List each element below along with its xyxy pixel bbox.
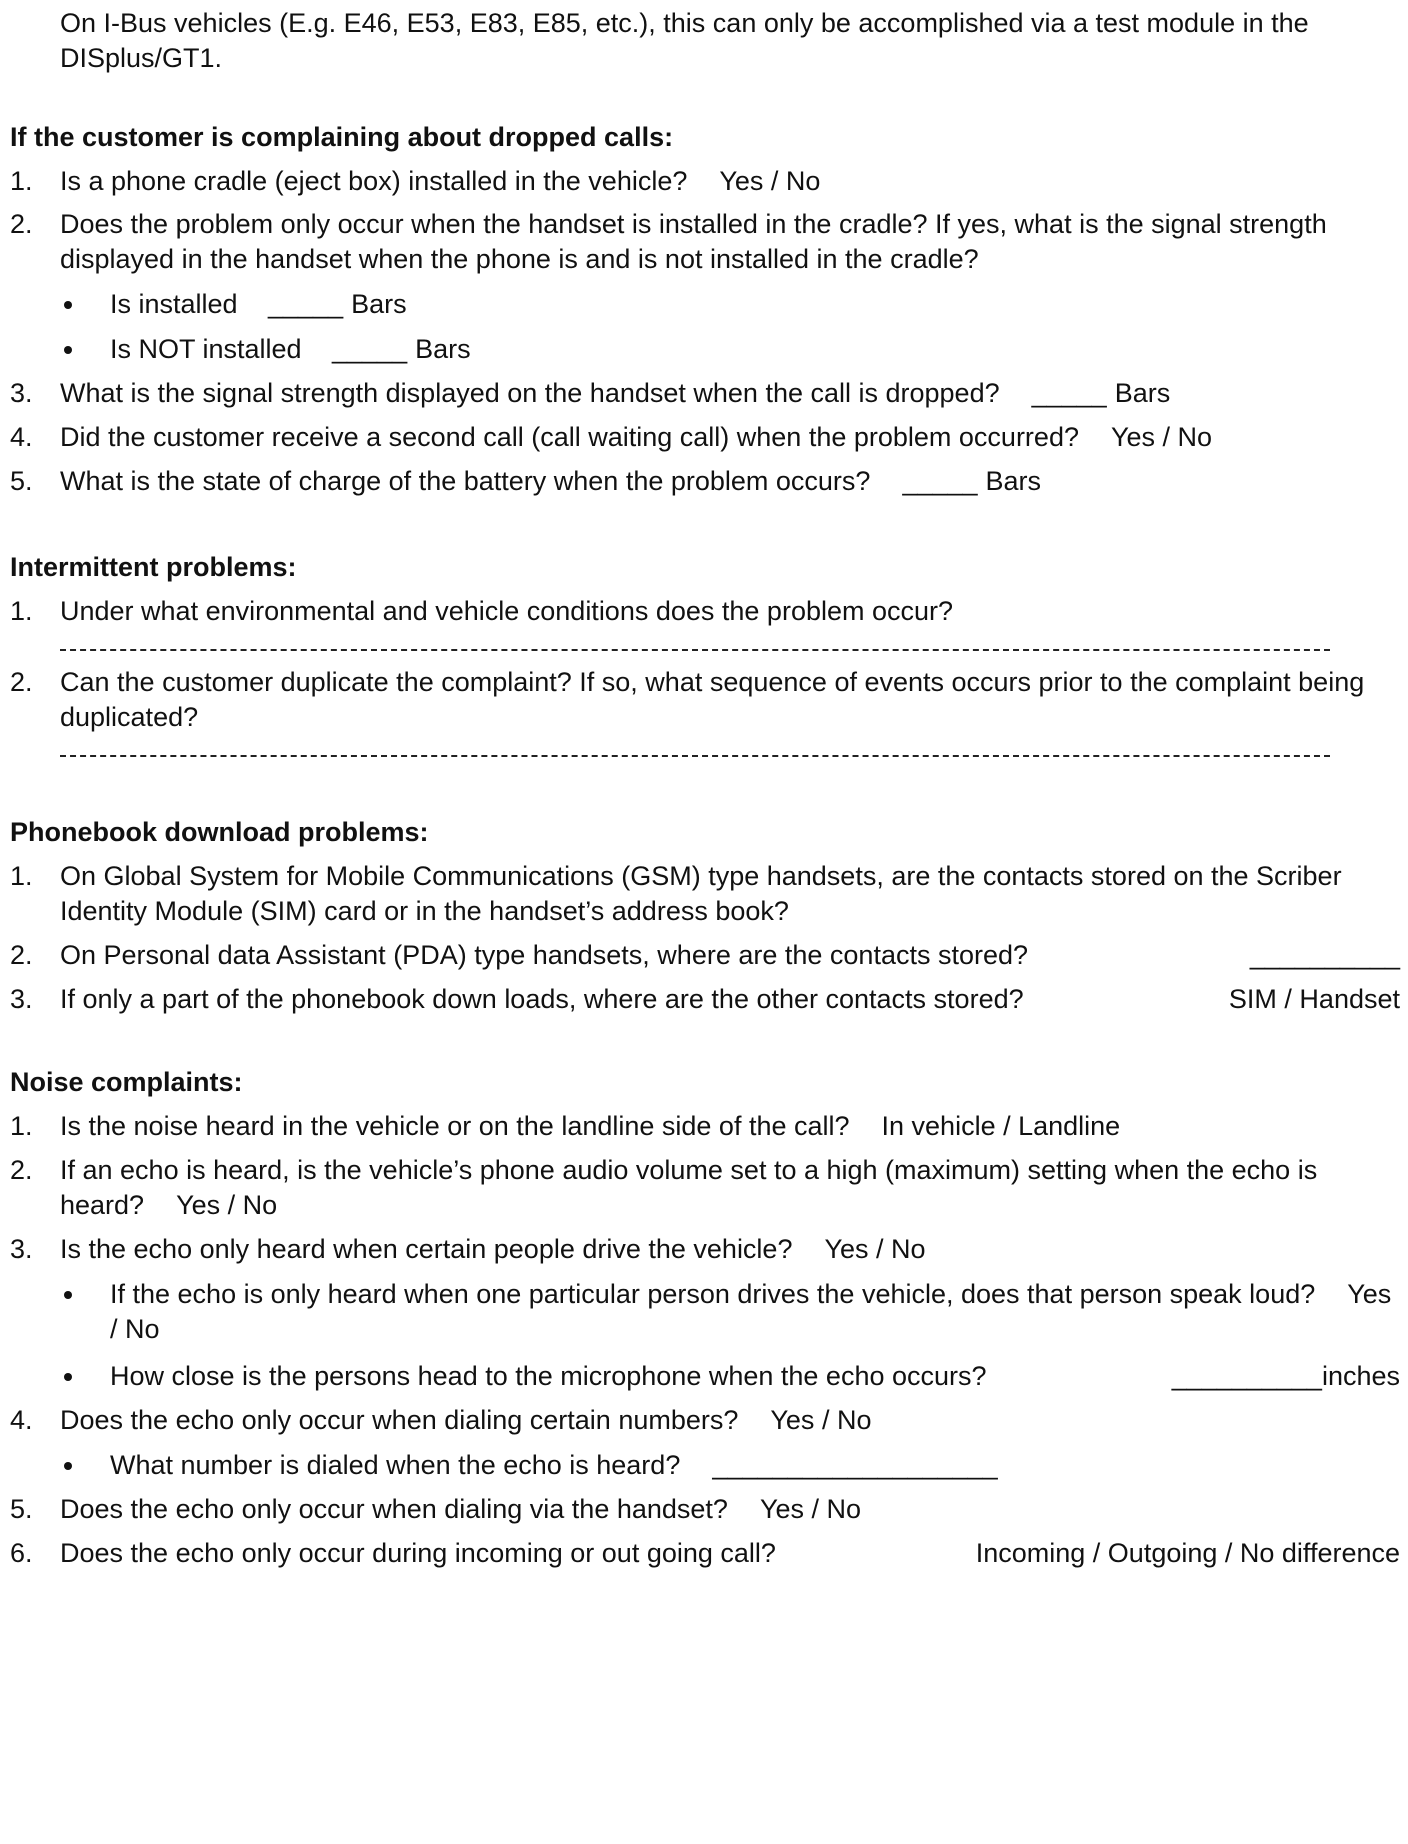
question-text: Can the customer duplicate the complaint? If so, what sequence of events occurs prior to the complaint being duplicated? (60, 667, 1365, 732)
answer-options: Yes / No (824, 1234, 926, 1264)
sub-bullet (10, 287, 1400, 322)
fill-blank: _____ (268, 289, 344, 319)
answer-options: Yes / No (176, 1190, 278, 1220)
question-text: Is the noise heard in the vehicle or on the landline side of the call? (60, 1111, 850, 1141)
question-item (10, 1403, 1400, 1438)
sub-bullet (10, 1359, 1400, 1394)
item-number: 3. (10, 1234, 33, 1264)
section-intermittent (10, 550, 1400, 757)
section-heading: Intermittent problems: (10, 552, 297, 582)
question-text: On Global System for Mobile Communications (GSM) type handsets, are the contacts stored on the Scriber Identity Module (SIM) card or in the handset’s address book? (60, 861, 1342, 926)
question-item (10, 982, 1400, 1017)
item-number: 3. (10, 378, 33, 408)
sub-bullet (10, 1448, 1400, 1483)
question-item (10, 594, 1400, 629)
fill-blank: ___________________ (712, 1450, 998, 1480)
question-item (10, 1492, 1400, 1527)
answer-options: Yes / No (770, 1405, 872, 1435)
question-text: Does the problem only occur when the handset is installed in the cradle? If yes, what is the signal strength displayed in the handset when the phone is and is not installed in the cradle? (60, 209, 1327, 274)
bullet-dot (64, 1373, 72, 1381)
bullet-dot (64, 301, 72, 309)
question-text: What is the state of charge of the battery when the problem occurs? (60, 466, 871, 496)
item-number: 4. (10, 1405, 33, 1435)
bullet-label: Is NOT installed (110, 334, 302, 364)
question-text: Does the echo only occur when dialing certain numbers? (60, 1405, 739, 1435)
bullet-text: What number is dialed when the echo is heard? (110, 1450, 681, 1480)
answer-options: Yes / No (110, 1279, 1392, 1344)
question-item (10, 665, 1400, 735)
question-item (10, 1232, 1400, 1267)
answer-options: SIM / Handset (1228, 984, 1400, 1014)
question-item (10, 464, 1400, 499)
answer-options: Yes / No (759, 1494, 862, 1524)
section-noise (10, 1065, 1400, 1571)
question-text: Is the echo only heard when certain people drive the vehicle? (60, 1234, 793, 1264)
question-text: If an echo is heard, is the vehicle’s phone audio volume set to a high (maximum) setting when the echo is heard? (60, 1155, 1318, 1220)
unit-label: Bars (415, 334, 471, 364)
question-item (10, 376, 1400, 411)
bullet-text: How close is the persons head to the microphone when the echo occurs? (110, 1361, 987, 1391)
item-number: 2. (10, 940, 33, 970)
item-number: 2. (10, 209, 33, 239)
unit-label: Bars (351, 289, 407, 319)
item-number: 1. (10, 596, 33, 626)
fill-blank: _____ (332, 334, 408, 364)
item-number: 5. (10, 1494, 33, 1524)
question-text: On Personal data Assistant (PDA) type handsets, where are the contacts stored? (60, 940, 1029, 970)
question-text: Does the echo only occur when dialing via the handset? (60, 1494, 728, 1524)
question-text: Does the echo only occur during incoming or out going call? (60, 1538, 776, 1568)
bullet-label: Is installed (110, 289, 238, 319)
answer-options: Yes / No (719, 166, 821, 196)
question-text: What is the signal strength displayed on the handset when the call is dropped? (60, 378, 1000, 408)
bullet-dot (64, 346, 72, 354)
unit-label: inches (1321, 1361, 1400, 1391)
question-item (10, 859, 1400, 929)
answer-options: Yes / No (1110, 422, 1213, 452)
question-item (10, 1153, 1400, 1223)
question-item (10, 1109, 1400, 1144)
bullet-dot (64, 1462, 72, 1470)
bullet-dot (64, 1291, 72, 1299)
section-heading: Noise complaints: (10, 1067, 243, 1097)
question-item (10, 420, 1400, 455)
item-number: 2. (10, 667, 33, 697)
item-number: 1. (10, 861, 33, 891)
question-text: If only a part of the phonebook down loads, where are the other contacts stored? (60, 984, 1024, 1014)
answer-options: In vehicle / Landline (881, 1111, 1121, 1141)
item-number: 5. (10, 466, 33, 496)
section-heading: Phonebook download problems: (10, 817, 429, 847)
question-text: Under what environmental and vehicle conditions does the problem occur? (60, 596, 954, 626)
item-number: 3. (10, 984, 33, 1014)
answer-options: Incoming / Outgoing / No difference (975, 1538, 1400, 1568)
section-dropped-calls (10, 120, 1400, 499)
item-number: 1. (10, 166, 33, 196)
question-text: Did the customer receive a second call (call waiting call) when the problem occurred? (60, 422, 1079, 452)
answer-line (60, 637, 1330, 651)
question-item (10, 1536, 1400, 1571)
question-item (10, 207, 1400, 277)
section-phonebook (10, 815, 1400, 1017)
sub-bullet (10, 332, 1400, 367)
fill-blank: _____ (1031, 378, 1107, 408)
fill-blank: __________ (1171, 1361, 1322, 1391)
bullet-text: If the echo is only heard when one particular person drives the vehicle, does that person speak loud? (110, 1279, 1316, 1309)
sub-bullet (10, 1277, 1400, 1347)
unit-label: Bars (985, 466, 1042, 496)
unit-label: Bars (1114, 378, 1171, 408)
fill-blank: _____ (902, 466, 978, 496)
item-number: 2. (10, 1155, 33, 1185)
question-item (10, 164, 1400, 199)
item-number: 4. (10, 422, 33, 452)
answer-line (60, 743, 1330, 757)
answer-slot (1172, 1359, 1400, 1394)
question-item (10, 938, 1400, 973)
fill-blank: __________ (1249, 940, 1400, 970)
item-number: 6. (10, 1538, 33, 1568)
question-text: Is a phone cradle (eject box) installed in the vehicle? (60, 166, 688, 196)
intro-paragraph: On I-Bus vehicles (E.g. E46, E53, E83, E85, etc.), this can only be accomplished via a test module in the DISplus/GT1. (60, 8, 1309, 73)
section-heading: If the customer is complaining about dropped calls: (10, 122, 674, 152)
item-number: 1. (10, 1111, 33, 1141)
